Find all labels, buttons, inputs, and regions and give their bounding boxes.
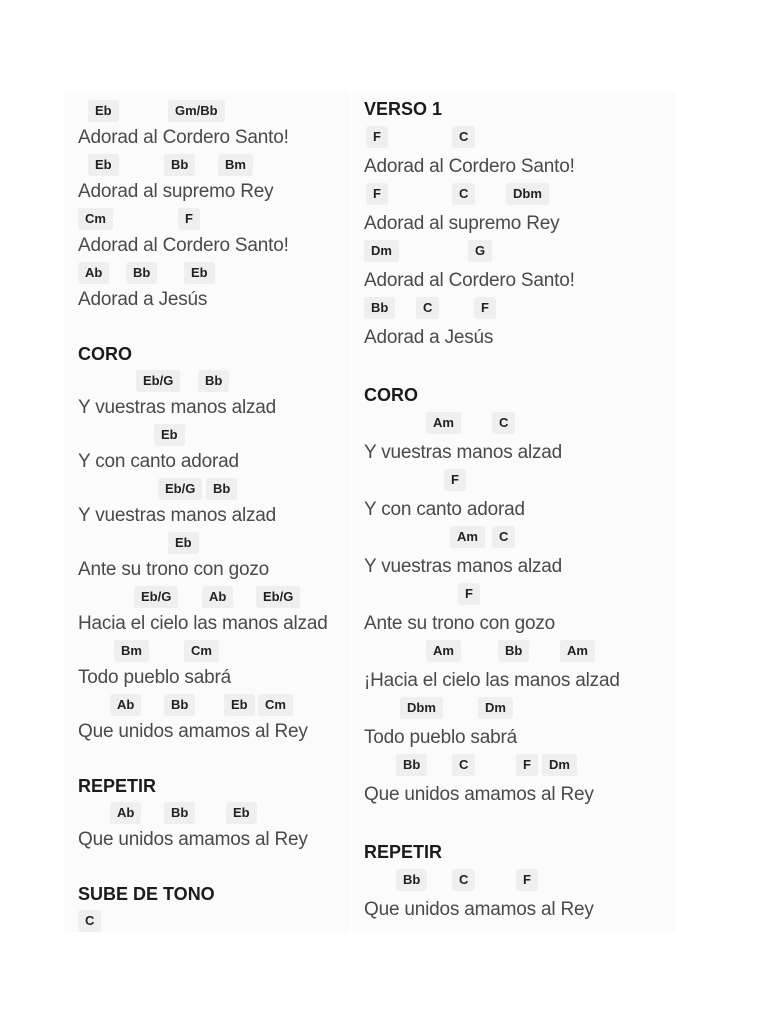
chord-row (78, 584, 348, 610)
chord: Eb (224, 694, 255, 716)
chord: Bb (364, 297, 395, 319)
chord: Eb/G (136, 370, 180, 392)
lyric-line: Adorad a Jesús (78, 289, 208, 310)
lyric-line: Ante su trono con gozo (78, 559, 270, 580)
chord: Eb/G (134, 586, 178, 608)
chord-row (364, 524, 674, 552)
chord-row (78, 908, 348, 934)
chord-row (78, 530, 348, 556)
chord: C (492, 526, 515, 548)
chord: Eb (168, 532, 199, 554)
section-heading: SUBE DE TONO (78, 884, 215, 904)
chord-row (364, 295, 674, 323)
lyric-line: Que unidos amamos al Rey (78, 721, 308, 742)
chord: C (452, 126, 475, 148)
chord: Ab (110, 802, 141, 824)
chord: Bb (396, 869, 427, 891)
chord: Eb (154, 424, 185, 446)
lyric-line: Todo pueblo sabrá (78, 667, 231, 688)
chord: C (452, 183, 475, 205)
chord: F (366, 126, 388, 148)
chord-row (364, 181, 674, 209)
lyric-line: Y vuestras manos alzad (78, 505, 277, 526)
chord-row (364, 238, 674, 266)
chord: Eb (88, 100, 119, 122)
lyric-line: Adorad al Cordero Santo! (78, 127, 289, 148)
chord: F (516, 754, 538, 776)
chord: C (452, 869, 475, 891)
lyric-line: Y con canto adorad (78, 451, 239, 472)
chord: Am (426, 412, 461, 434)
chord-row (78, 476, 348, 502)
chord: Am (450, 526, 485, 548)
chord: Eb/G (256, 586, 300, 608)
chord-row (78, 206, 348, 232)
chord-row (78, 152, 348, 178)
lyric-line: Que unidos amamos al Rey (364, 784, 594, 805)
left-column (64, 92, 350, 932)
chord: F (474, 297, 496, 319)
chord: Ab (78, 262, 109, 284)
chord: Ab (110, 694, 141, 716)
chord: Bb (164, 694, 195, 716)
section-heading: REPETIR (364, 842, 443, 862)
lyric-line: Adorad al Cordero Santo! (364, 270, 575, 291)
chord: Bb (164, 154, 195, 176)
lyric-line: Y con canto adorad (364, 499, 525, 520)
chord-row (364, 467, 674, 495)
chord: Bb (498, 640, 529, 662)
chord: Ab (202, 586, 233, 608)
chord: Cm (258, 694, 293, 716)
chord: Cm (78, 208, 113, 230)
lyric-line: ¡Hacia el cielo las manos alzad (364, 670, 620, 691)
chord: C (416, 297, 439, 319)
chord: Eb (88, 154, 119, 176)
right-column (352, 92, 676, 932)
chord: Bb (126, 262, 157, 284)
chord: C (78, 910, 101, 932)
chord: Bb (164, 802, 195, 824)
chord: Cm (184, 640, 219, 662)
chord: C (492, 412, 515, 434)
chord-row (364, 410, 674, 438)
lyric-line: Y vuestras manos alzad (364, 556, 563, 577)
chord: F (366, 183, 388, 205)
chord: G (468, 240, 492, 262)
chord: Dm (542, 754, 577, 776)
chord-row (78, 692, 348, 718)
chord: F (458, 583, 480, 605)
chord: Dbm (400, 697, 443, 719)
chord: Bb (396, 754, 427, 776)
chord-row (78, 98, 348, 124)
chord: F (178, 208, 200, 230)
chord: Dm (364, 240, 399, 262)
chord: C (452, 754, 475, 776)
lyric-line: Hacia el cielo las manos alzad (78, 613, 328, 634)
chord: F (516, 869, 538, 891)
section-heading: REPETIR (78, 776, 157, 796)
chord-row (364, 867, 674, 895)
section-heading: VERSO 1 (364, 99, 443, 119)
chord-row (364, 124, 674, 152)
lyric-line: Todo pueblo sabrá (364, 727, 517, 748)
lyric-line: Adorad al supremo Rey (364, 213, 560, 234)
lyric-line: Adorad al Cordero Santo! (78, 235, 289, 256)
chord: Eb/G (158, 478, 202, 500)
chord: Dbm (506, 183, 549, 205)
chord-row (78, 368, 348, 394)
chord: Eb (184, 262, 215, 284)
chord: Dm (478, 697, 513, 719)
lyric-line: Que unidos amamos al Rey (78, 829, 308, 850)
section-heading: CORO (78, 344, 132, 364)
chord: Bb (198, 370, 229, 392)
chord: Eb (226, 802, 257, 824)
chord-row (78, 260, 348, 286)
chord-row (78, 422, 348, 448)
chord-row (364, 638, 674, 666)
chord-row (78, 638, 348, 664)
lyric-line: Y vuestras manos alzad (78, 397, 277, 418)
lyric-line: Adorad al supremo Rey (78, 181, 274, 202)
chord: Bb (206, 478, 237, 500)
chord-row (364, 695, 674, 723)
chord: Am (426, 640, 461, 662)
section-heading: CORO (364, 385, 418, 405)
chord: Am (560, 640, 595, 662)
lyric-line: Adorad a Jesús (364, 327, 494, 348)
chord-row (364, 581, 674, 609)
chord: F (444, 469, 466, 491)
lyric-line: Que unidos amamos al Rey (364, 899, 594, 920)
lyric-line: Ante su trono con gozo (364, 613, 556, 634)
chord-row (364, 752, 674, 780)
chord: Gm/Bb (168, 100, 225, 122)
lyric-line: Y vuestras manos alzad (364, 442, 563, 463)
chord: Bm (114, 640, 149, 662)
chord-row (78, 800, 348, 826)
chord: Bm (218, 154, 253, 176)
lyric-line: Adorad al Cordero Santo! (364, 156, 575, 177)
